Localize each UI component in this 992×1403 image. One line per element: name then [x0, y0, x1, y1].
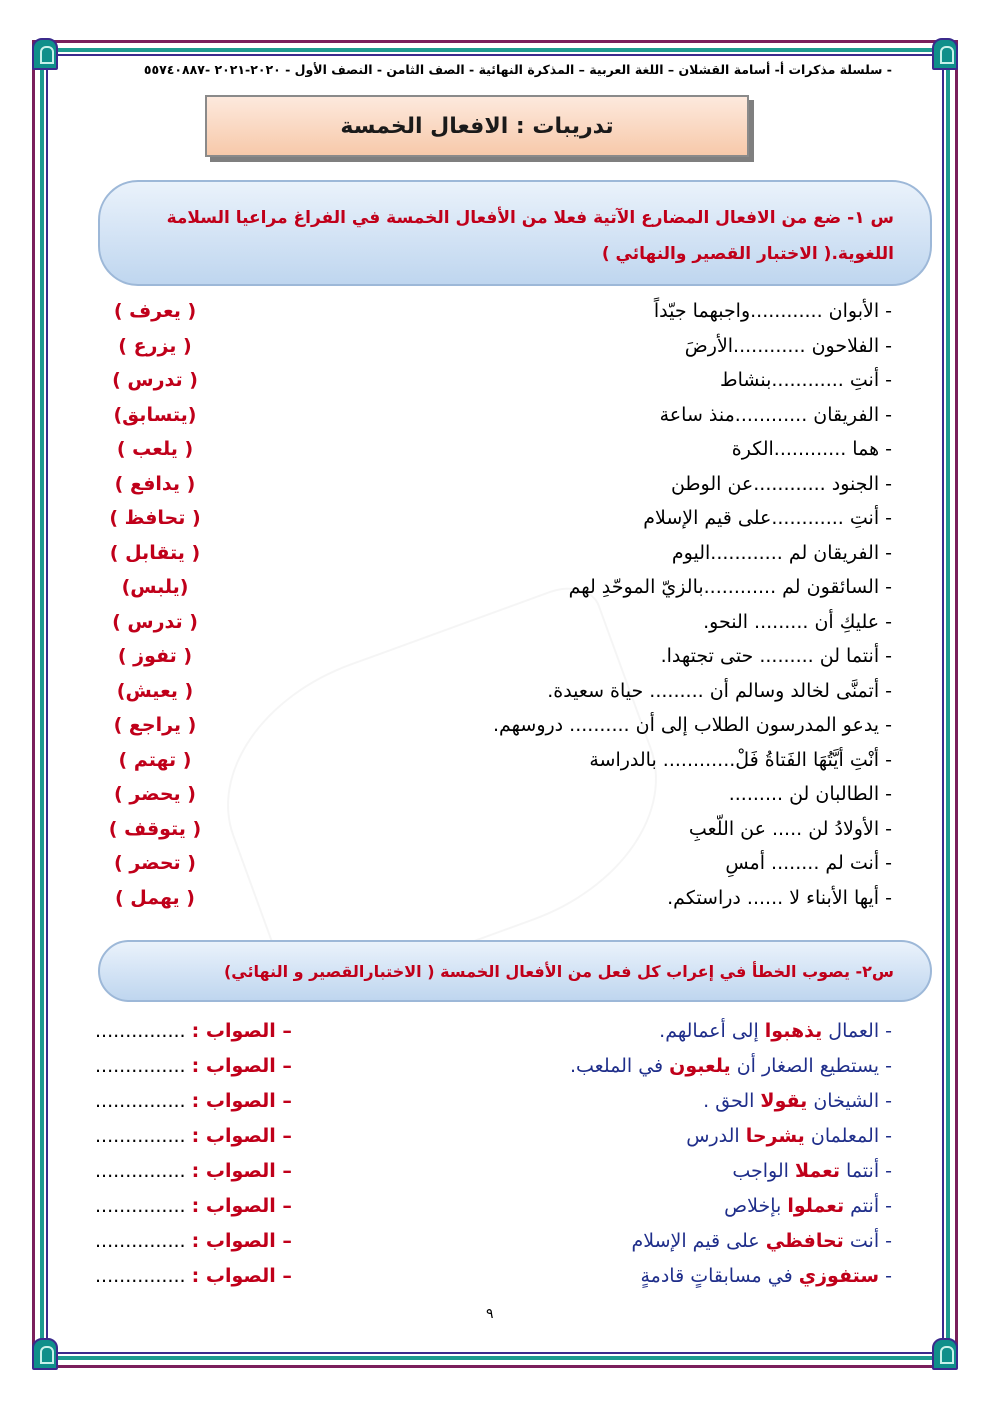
list-item: [100, 852, 892, 884]
header-line: - سلسلة مذكرات أ- أسامة القشلان – اللغة العربية – المذكرة النهائية - الصف الثامن - النصف الأول - ٢٠٢٠-٢٠٢١ -٥٥٧٤٠٨٨٧: [143, 62, 892, 77]
wrong-verb: تحافظي: [765, 1230, 844, 1252]
exercise-sentence: - أيها الأبناء لا ...... دراستكم.: [667, 886, 892, 909]
given-verb: ( يتوقف ): [108, 817, 202, 840]
question-1-line-1: س ١- ضع من الافعال المضارع الآتية فعلا من الأفعال الخمسة في الفراغ مراعيا السلامة: [166, 208, 894, 228]
given-verb: ( يدافع ): [114, 472, 196, 495]
page-title: تدريبات : الافعال الخمسة: [205, 95, 749, 157]
sentence-start: - العمال: [822, 1020, 892, 1042]
exercise-sentence: - الفلاحون ............الأرضَ: [684, 334, 892, 357]
answer-field: [95, 1160, 292, 1182]
list-item: [95, 1195, 892, 1229]
list-item: [100, 542, 892, 574]
list-item: [100, 645, 892, 677]
answer-label: – الصواب :: [191, 1230, 292, 1252]
exercise-sentence: - أتمنَّى لخالد وسالم أن ......... حياة سعيدة.: [547, 679, 892, 702]
answer-blank: ...............: [95, 1160, 186, 1182]
list-item: [95, 1160, 892, 1194]
given-verb: ( تحضر ): [114, 852, 196, 874]
question-2-title: س٢- يصوب الخطأ في إعراب كل فعل من الأفعال الخمسة ( الاختبارالقصير و النهائي): [223, 961, 894, 981]
list-item: [100, 369, 892, 401]
error-sentence: [659, 1020, 892, 1042]
exercise-sentence: - الجنود ............عن الوطن: [670, 472, 892, 495]
list-item: [100, 680, 892, 712]
wrong-verb: يقولا: [760, 1090, 808, 1112]
given-verb: (يلبس): [121, 576, 189, 598]
sentence-end: في مسابقاتٍ قادمةٍ: [640, 1265, 799, 1287]
given-verb: ( يعرف ): [113, 300, 197, 322]
sentence-end: إلى أعمالهم.: [659, 1020, 765, 1042]
answer-label: – الصواب :: [191, 1195, 292, 1217]
sentence-end: في الملعب.: [569, 1055, 670, 1077]
answer-blank: ...............: [95, 1195, 186, 1217]
given-verb: ( تدرس ): [112, 369, 198, 391]
answer-field: [95, 1090, 292, 1112]
exercise-sentence: - أنْتِ أيَّتُهَا الفَتاةُ فَلْ............ بالدراسة: [589, 748, 892, 771]
wrong-verb: تعملوا: [787, 1195, 845, 1217]
given-verb: ( يعيش): [116, 679, 194, 702]
exercise-sentence: - أنتِ ............بنشاط: [720, 369, 892, 391]
list-item: [100, 818, 892, 850]
exercise-sentence: - الفريقان لم ............اليوم: [671, 541, 892, 564]
exercise-sentence: - السائقون لم ............بالزيّ الموحّدِ لهم: [568, 576, 892, 598]
answer-label: – الصواب :: [191, 1125, 292, 1147]
sentence-end: بإخلاص: [724, 1195, 788, 1217]
given-verb: ( تفوز ): [117, 645, 193, 667]
corner-ornament-bottom-right: [932, 1338, 958, 1370]
list-item: [100, 714, 892, 746]
error-sentence: [732, 1160, 892, 1182]
wrong-verb: يذهبوا: [764, 1020, 823, 1042]
given-verb: (يتسابق): [113, 403, 197, 426]
sentence-start: - الشيخان: [807, 1090, 892, 1112]
answer-blank: ...............: [95, 1230, 186, 1252]
answer-label: – الصواب :: [191, 1055, 292, 1077]
answer-blank: ...............: [95, 1265, 186, 1287]
given-verb: ( يراجع ): [113, 714, 197, 736]
list-item: [100, 749, 892, 781]
answer-blank: ...............: [95, 1090, 186, 1112]
answer-label: – الصواب :: [191, 1020, 292, 1042]
corner-ornament-top-left: [32, 38, 58, 70]
sentence-end: الدرس: [686, 1125, 746, 1147]
answer-blank: ...............: [95, 1055, 186, 1077]
error-sentence: [686, 1125, 892, 1147]
list-item: [95, 1055, 892, 1089]
exercise-sentence: - أنت لم ........ أمسِ: [725, 852, 892, 874]
exercise-sentence: - هما ............الكرة: [731, 438, 892, 460]
sentence-start: -: [879, 1265, 892, 1287]
sentence-start: - أنتم: [844, 1195, 892, 1217]
sentence-start: - يستطيع الصغار أن: [730, 1055, 892, 1077]
list-item: [95, 1020, 892, 1054]
given-verb: ( يزرع ): [118, 334, 192, 357]
error-sentence: [703, 1090, 892, 1112]
wrong-verb: ستفوزي: [798, 1265, 880, 1287]
sentence-start: - المعلمان: [804, 1125, 892, 1147]
list-item: [100, 438, 892, 470]
sentence-end: الحق .: [703, 1090, 761, 1112]
list-item: [100, 576, 892, 608]
sentence-start: - أنتما: [839, 1160, 892, 1182]
answer-label: – الصواب :: [191, 1160, 292, 1182]
answer-field: [95, 1230, 292, 1252]
exercise-sentence: - يدعو المدرسون الطلاب إلى أن .......... دروسهم.: [492, 714, 892, 736]
error-sentence: [724, 1195, 892, 1217]
list-item: [95, 1090, 892, 1124]
corner-ornament-top-right: [932, 38, 958, 70]
wrong-verb: تعملا: [794, 1160, 840, 1182]
given-verb: ( يحضر ): [114, 783, 196, 805]
list-item: [100, 300, 892, 332]
page-number: ٩: [486, 1306, 494, 1322]
given-verb: ( يتقابل ): [109, 541, 201, 564]
exercise-sentence: - الأولادُ لن ..... عن اللّعبِ: [688, 817, 892, 840]
list-item: [100, 783, 892, 815]
sentence-end: على قيم الإسلام: [631, 1230, 766, 1252]
exercise-sentence: - أنتِ ............على قيم الإسلام: [643, 507, 892, 529]
given-verb: ( تدرس ): [112, 610, 198, 633]
given-verb: ( تهتم ): [118, 748, 192, 771]
answer-label: – الصواب :: [191, 1265, 292, 1287]
question-1-banner: [98, 180, 932, 286]
answer-field: [95, 1265, 292, 1287]
list-item: [100, 887, 892, 919]
list-item: [100, 611, 892, 643]
answer-field: [95, 1020, 292, 1042]
answer-blank: ...............: [95, 1020, 186, 1042]
wrong-verb: يشرحا: [745, 1125, 805, 1147]
answer-label: – الصواب :: [191, 1090, 292, 1112]
answer-field: [95, 1125, 292, 1147]
wrong-verb: يلعبون: [669, 1055, 731, 1077]
exercise-sentence: - عليكِ أن ......... النحو.: [703, 610, 892, 633]
exercise-sentence: - الفريقان ............منذ ساعة: [659, 403, 892, 426]
list-item: [100, 335, 892, 367]
question-2-banner: [98, 940, 932, 1002]
corner-ornament-bottom-left: [32, 1338, 58, 1370]
answer-blank: ...............: [95, 1125, 186, 1147]
answer-field: [95, 1195, 292, 1217]
list-item: [100, 404, 892, 436]
list-item: [95, 1230, 892, 1264]
given-verb: ( تحافظ ): [109, 507, 201, 529]
error-sentence: [570, 1055, 892, 1077]
list-item: [95, 1265, 892, 1299]
error-sentence: [640, 1265, 892, 1287]
question-1-line-2: اللغوية.( الاختبار القصير والنهائي ): [601, 244, 894, 264]
error-sentence: [632, 1230, 893, 1252]
exercise-sentence: - الأبوان ............واجبهما جيّداً: [653, 300, 892, 322]
given-verb: ( يهمل ): [115, 886, 195, 909]
sentence-end: الواجب: [732, 1160, 795, 1182]
list-item: [95, 1125, 892, 1159]
exercise-sentence: - أنتما لن ......... حتى تجتهدا.: [660, 645, 892, 667]
exercise-sentence: - الطالبان لن .........: [728, 783, 892, 805]
sentence-start: - أنت: [843, 1230, 892, 1252]
list-item: [100, 473, 892, 505]
given-verb: ( يلعب ): [116, 438, 194, 460]
answer-field: [95, 1055, 292, 1077]
list-item: [100, 507, 892, 539]
